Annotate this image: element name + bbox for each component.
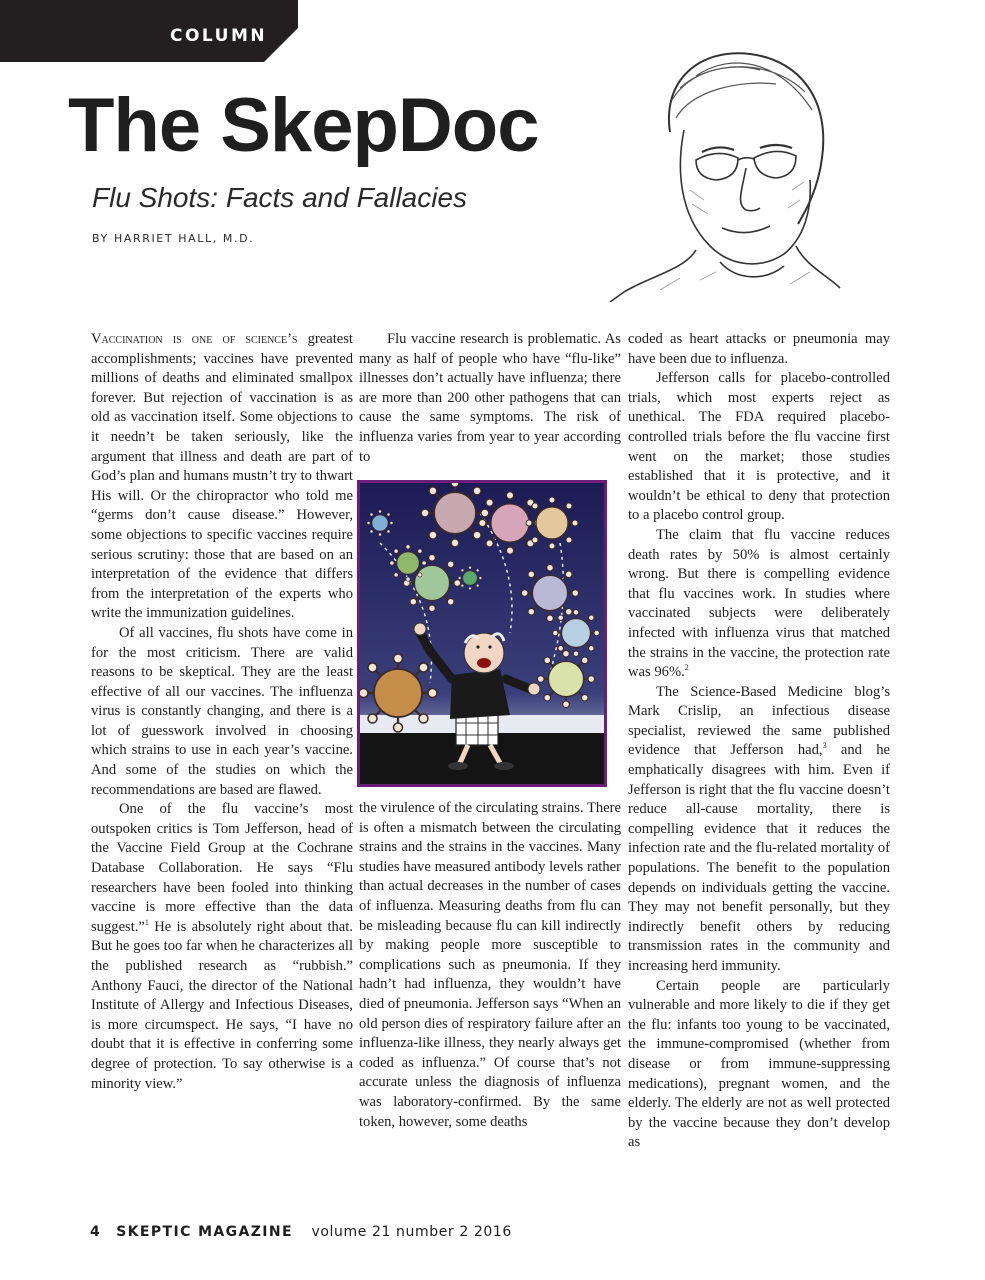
page-number: 4 xyxy=(90,1224,100,1240)
magazine-name: SKEPTIC MAGAZINE xyxy=(116,1224,293,1240)
cartoon-illustration xyxy=(360,483,604,784)
issue-info: volume 21 number 2 2016 xyxy=(311,1224,512,1240)
article-column-2-top xyxy=(359,330,621,467)
paragraph-text: greatest accomplishments; vaccines have prevented millions of deaths and eliminated smallpox forever. But rejection of vaccination is as old as vaccination itself. Some objections to it needn’t be taken seriously, like the argument that illness and death are part of God’s plan and humans mustn’t try to thwart His will. Or the chiropractor who told me “germs don’t cause disease.” However, some objections to specific vaccines require serious scrutiny: those that are based on an interpretation of the evidence that differs from the interpretation of the experts who write the immunization guidelines. xyxy=(91,331,353,622)
article-paragraph xyxy=(628,683,890,977)
footnote-ref[interactable]: 2 xyxy=(684,663,689,673)
article-paragraph: Flu vaccine research is problematic. As many as half of people who have “flu-like” illnesses don’t actually have influenza; there are more than 200 other pathogens that can cause the same symptoms. The risk of influenza varies from year to year according to xyxy=(359,331,621,465)
article-paragraph: Certain people are particularly vulnerable and more likely to die if they get the flu: infants too young to be vaccinated, the immune-compromised (whether from disease or from immune-suppressing medications), pregnant women, and the elderly. The elderly are not as well protected by the vaccine because they don’t develop as xyxy=(628,977,890,1151)
virus-particle xyxy=(537,650,594,707)
article-column-2-bottom xyxy=(359,799,621,1132)
byline: BY HARRIET HALL, M.D. xyxy=(92,232,255,245)
flu-virus-illustration xyxy=(357,480,607,787)
article-column-1 xyxy=(91,330,353,1094)
article-paragraph xyxy=(91,800,353,1094)
paragraph-text: The claim that flu vaccine reduces death rates by 50% is almost certainly wrong. But there is compelling evidence that flu vaccines work. In studies where vaccinated subjects were deliberately infected with influenza virus that matched the strains in the vaccine, the protection rate was 96%. xyxy=(628,526,890,681)
virus-particle xyxy=(360,654,437,732)
virus-particle xyxy=(526,497,578,549)
article-paragraph: coded as heart attacks or pneumonia may have been due to influenza. xyxy=(628,331,890,367)
paragraph-text: One of the flu vaccine’s most outspoken critics is Tom Jefferson, head of the Vaccine Field Group at the Cochrane Database Collaboration. He says “Flu researchers have been fooled into thinking vaccine is more effective than the data suggest.” xyxy=(91,801,353,935)
article-subtitle: Flu Shots: Facts and Fallacies xyxy=(92,182,468,213)
footnote-ref[interactable]: 1 xyxy=(144,917,149,927)
virus-particle xyxy=(458,566,481,589)
virus-particle xyxy=(367,510,393,536)
article-paragraph: Of all vaccines, flu shots have come in for the most criticism. There are valid reasons to be skeptical. They are the least effective of all our vaccines. The influenza virus is constantly changing, and there is a lot of guesswork involved in choosing which strains to use in each year’s vaccine. And some of the studies on which the recommendations are based are flawed. xyxy=(91,624,353,798)
paragraph-text: The Science-Based Medicine blog’s Mark Crislip, an infectious disease specialist, reviewed the same published evidence that Jefferson had, xyxy=(628,683,890,759)
virus-particle xyxy=(521,564,578,621)
paragraph-text: He is absolutely right about that. But he goes too far when he characterizes all the published research as “rubbish.” Anthony Fauci, the director of the National Institute of Allergy and Infectious Diseases, is more circumspect. He says, “I have no doubt that it is effective in conferring some degree of protection. To say otherwise is a minority view.” xyxy=(91,918,353,1092)
column-title: The SkepDoc xyxy=(68,83,539,168)
article-paragraph xyxy=(628,526,890,683)
section-label: COLUMN xyxy=(170,26,268,46)
virus-particle xyxy=(390,545,426,581)
lead-in: Vaccination is one of science’s xyxy=(91,331,298,347)
article-paragraph: Jefferson calls for placebo-controlled trials, which most experts reject as unethical. The FDA required placebo-controlled trials before the flu vaccine first went on the market; those studies established that it is protective, and it wouldn’t be ethical to deny that protection to a placebo control group. xyxy=(628,370,890,524)
footnote-ref[interactable]: 3 xyxy=(822,741,827,751)
article-paragraph xyxy=(91,330,353,624)
author-portrait xyxy=(600,40,845,302)
article-column-3 xyxy=(628,330,890,1153)
article-paragraph: the virulence of the circulating strains. There is often a mismatch between the circulating strains and the strains in the vaccines. Many studies have measured antibody levels rather than actual decreases in the number of cases of influenza. Measuring deaths from flu can be misleading because flu can kill indirectly by making people more susceptible to complications such as pneumonia. If they hadn’t had influenza, they wouldn’t have died of pneumonia. Jefferson says “When an old person dies of respiratory failure after an influenza-like illness, they nearly always get coded as influenza.” Of course that’s not accurate unless the diagnosis of influenza was laboratory-confirmed. By the same token, however, some deaths xyxy=(359,800,621,1130)
virus-particle xyxy=(553,610,600,657)
page-footer xyxy=(90,1224,512,1240)
paragraph-text: and he emphatically disagrees with him. Even if Jefferson is right that the flu vaccine doesn’t reduce all-cause mortality, there is compelling evidence that it reduces the infection rate and the flu-related mortality of populations. The benefit to the population depends on individuals getting the vaccine. They may not benefit personally, but they indirectly benefit others by reducing transmission rates in the community and increasing herd immunity. xyxy=(628,742,890,974)
